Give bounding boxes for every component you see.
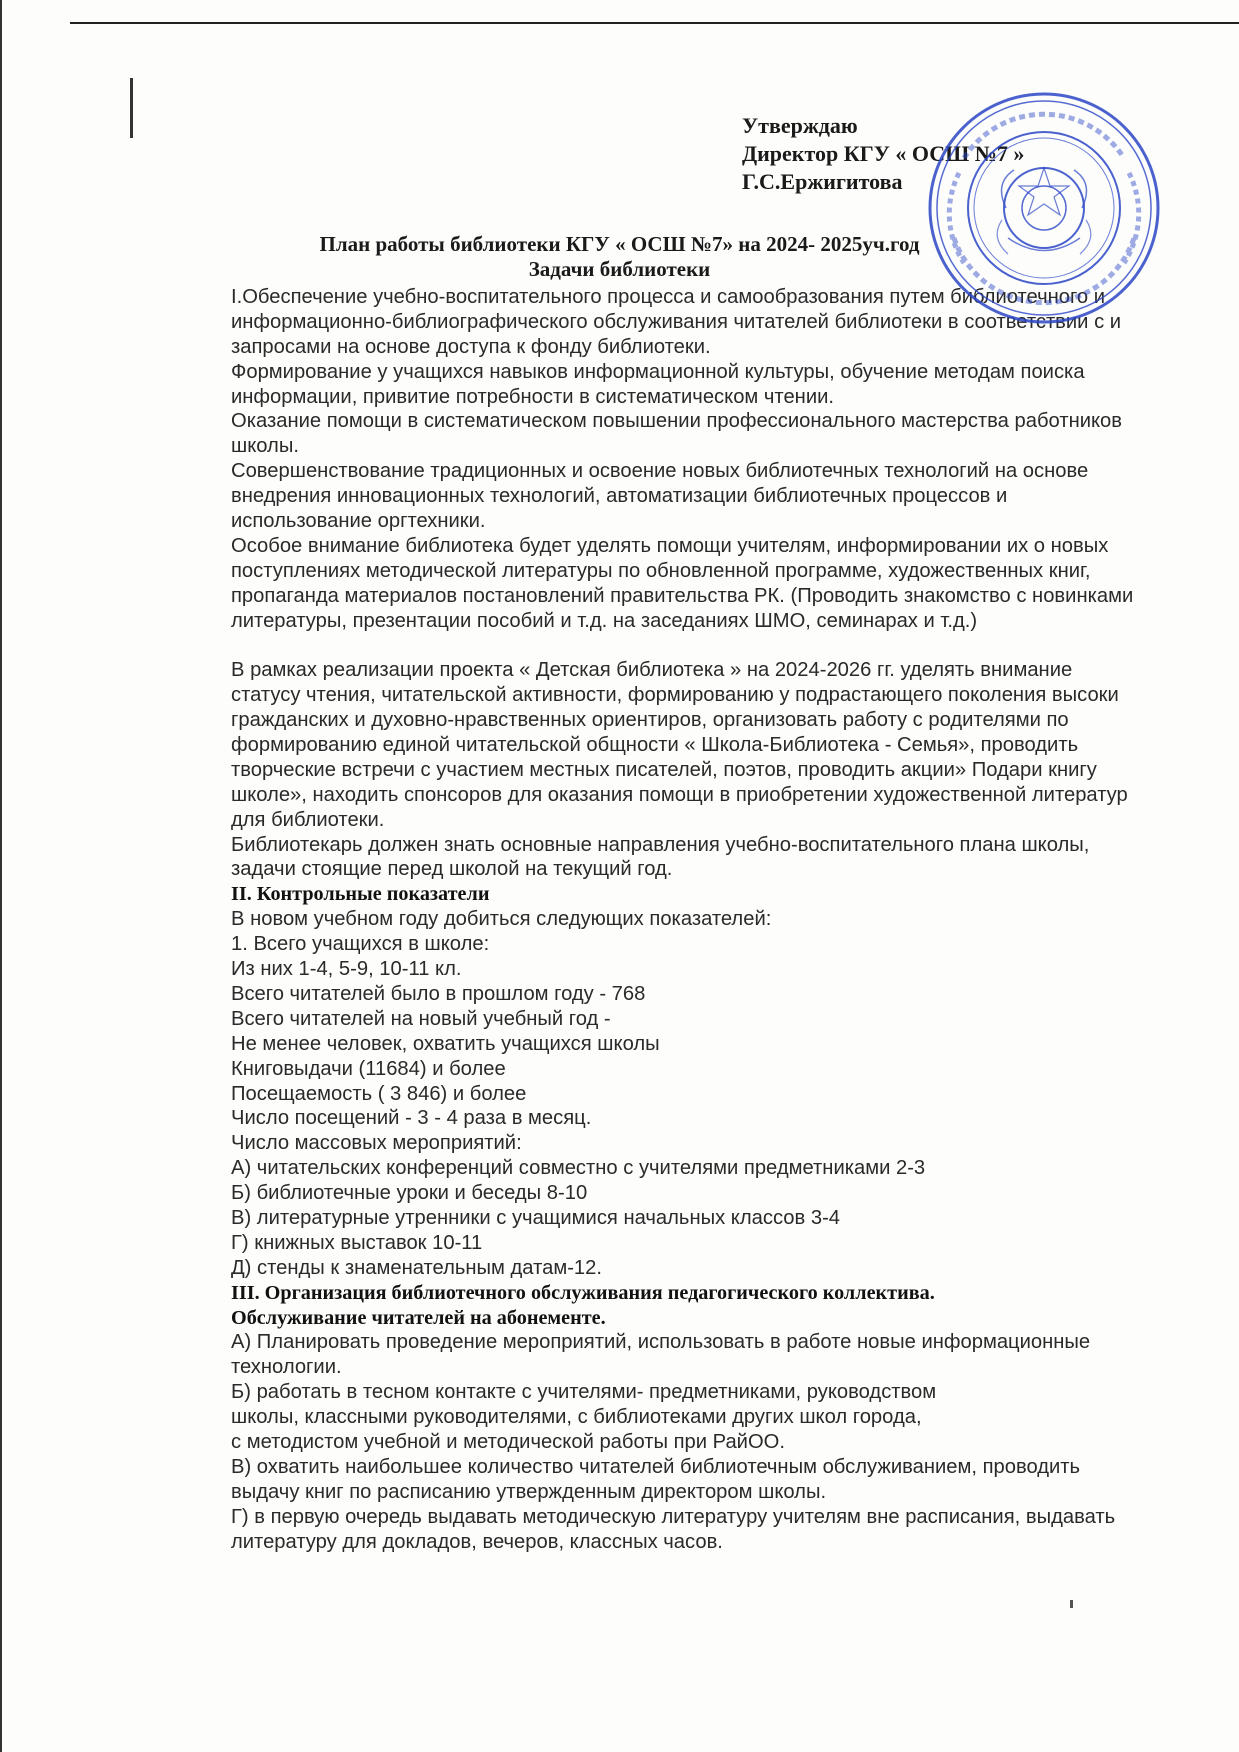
body-line: запросами на основе доступа к фонду библиотеки. bbox=[231, 335, 711, 358]
body-line: Г) в первую очередь выдавать методическую литературу учителям вне расписания, выдавать bbox=[231, 1505, 1116, 1528]
body-line: Б) библиотечные уроки и беседы 8-10 bbox=[231, 1182, 588, 1205]
body-line: творческие встречи с участием местных писателей, поэтов, проводить акции» Подари книгу bbox=[231, 758, 1097, 781]
body-line: Книговыдачи (11684) и более bbox=[231, 1057, 506, 1080]
document-subtitle: Задачи библиотеки bbox=[528, 257, 711, 281]
section-heading: Обслуживание читателей на абонементе. bbox=[231, 1306, 606, 1329]
body-line: гражданских и духовно-нравственных ориентиров, организовать работу с родителями по bbox=[231, 709, 1069, 732]
body-line: с методистом учебной и методической работы при РайОО. bbox=[231, 1430, 785, 1453]
section-heading: III. Организация библиотечного обслуживания педагогического коллектива. bbox=[231, 1281, 935, 1304]
body-line: Всего читателей на новый учебный год - bbox=[231, 1007, 611, 1030]
body-line: I.Обеспечение учебно-воспитательного процесса и самообразования путем библиотечного и bbox=[231, 286, 1106, 308]
body-line: Из них 1-4, 5-9, 10-11 кл. bbox=[231, 958, 462, 981]
body-line: внедрения инновационных технологий, автоматизации библиотечных процессов и bbox=[231, 485, 1008, 508]
body-line: литературу для докладов, вечеров, классных часов. bbox=[231, 1530, 723, 1553]
body-line: литературы, презентации пособий и т.д. на заседаниях ШМО, семинарах и т.д.) bbox=[231, 609, 978, 632]
state-emblem-seal-icon bbox=[924, 88, 1164, 328]
approval-heading: Утверждаю bbox=[742, 113, 858, 138]
body-line bbox=[231, 633, 1133, 658]
section-heading: II. Контрольные показатели bbox=[231, 883, 490, 906]
body-line: статусу чтения, читательской активности, формированию у подрастающего поколения высоки bbox=[231, 684, 1119, 707]
body-line: школе», находить спонсоров для оказания помощи в приобретении художественной литератур bbox=[231, 783, 1128, 806]
body-line: А) Планировать проведение мероприятий, использовать в работе новые информационные bbox=[231, 1331, 1091, 1354]
body-line: В) литературные утренники с учащимися начальных классов 3-4 bbox=[231, 1206, 841, 1229]
body-line: Не менее человек, охватить учащихся школы bbox=[231, 1032, 660, 1055]
body-line: школы. bbox=[231, 435, 299, 458]
body-line: Б) работать в тесном контакте с учителями- предметниками, руководством bbox=[231, 1381, 937, 1404]
body-line: Число посещений - 3 - 4 раза в месяц. bbox=[231, 1107, 592, 1130]
body-line: В) охватить наибольшее количество читателей библиотечным обслуживанием, проводить bbox=[231, 1455, 1081, 1478]
body-line: поступлениях методической литературы по обновленной программе, художественных книг, bbox=[231, 559, 1091, 582]
body-line: пропаганда материалов постановлений правительства РК. (Проводить знакомство с новинками bbox=[231, 584, 1134, 607]
body-line: Д) стенды к знаменательным датам-12. bbox=[231, 1256, 602, 1279]
body-line: Совершенствование традиционных и освоение новых библиотечных технологий на основе bbox=[231, 460, 1089, 483]
body-line: формированию единой читательской общности « Школа-Библиотека - Семья», проводить bbox=[231, 734, 1079, 757]
body-line: выдачу книг по расписанию утвержденным директором школы. bbox=[231, 1480, 827, 1503]
body-line: Число массовых мероприятий: bbox=[231, 1132, 522, 1155]
body-line: для библиотеки. bbox=[231, 808, 385, 831]
body-line: Г) книжных выставок 10-11 bbox=[231, 1231, 483, 1254]
body-line: Библиотекарь должен знать основные направления учебно-воспитательного плана школы, bbox=[231, 833, 1090, 856]
body-line: Оказание помощи в систематическом повышении профессионального мастерства работников bbox=[231, 410, 1122, 433]
body-line: школы, классными руководителями, с библиотеками других школ города, bbox=[231, 1406, 922, 1429]
body-line: В новом учебном году добиться следующих показателей: bbox=[231, 908, 772, 931]
body-line: Посещаемость ( 3 846) и более bbox=[231, 1082, 527, 1105]
body-line: информации, привитие потребности в систематическом чтении. bbox=[231, 385, 834, 408]
body-line: информационно-библиографического обслуживания читателей библиотеки в соответствии с и bbox=[231, 310, 1122, 333]
body-line: 1. Всего учащихся в школе: bbox=[231, 933, 490, 956]
document-title: План работы библиотеки КГУ « ОСШ №7» на 2024- 2025уч.год bbox=[319, 232, 920, 256]
margin-mark bbox=[130, 78, 133, 138]
body-line: задачи стоящие перед школой на текущий год. bbox=[231, 858, 673, 881]
document-body bbox=[231, 285, 1133, 1554]
body-line: В рамках реализации проекта « Детская библиотека » на 2024-2026 гг. уделять внимание bbox=[231, 659, 1073, 682]
body-line: Особое внимание библиотека будет уделять помощи учителям, информировании их о новых bbox=[231, 534, 1109, 557]
approval-position: Директор КГУ « ОСШ №7 » bbox=[742, 141, 1025, 166]
approval-signatory: Г.С.Ержигитова bbox=[742, 169, 903, 194]
scan-speck bbox=[1070, 1600, 1073, 1608]
body-line: технологии. bbox=[231, 1356, 342, 1379]
body-line: использование оргтехники. bbox=[231, 510, 486, 533]
scan-edge-top bbox=[70, 22, 1239, 24]
body-line: Всего читателей было в прошлом году - 768 bbox=[231, 982, 646, 1005]
body-line: А) читательских конференций совместно с учителями предметниками 2-3 bbox=[231, 1157, 926, 1180]
body-line: Формирование у учащихся навыков информационной культуры, обучение методам поиска bbox=[231, 360, 1085, 383]
